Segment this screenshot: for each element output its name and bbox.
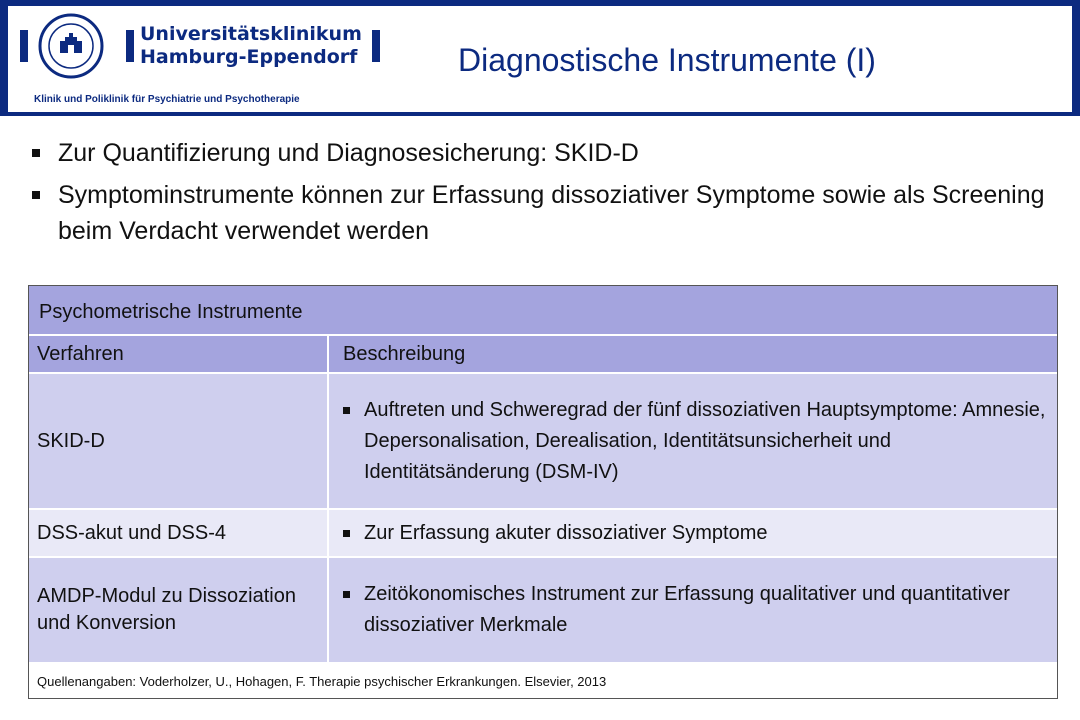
verfahren-cell: SKID-D	[29, 374, 329, 508]
clinic-name: Klinik und Poliklinik für Psychiatrie und Psychotherapie	[34, 94, 300, 105]
bullet-list	[28, 135, 1058, 255]
verfahren-cell: AMDP-Modul zu Dissoziation und Konversion	[29, 558, 329, 662]
logo-bar-mid	[126, 30, 134, 62]
table-title: Psychometrische Instrumente	[29, 286, 1057, 334]
square-bullet-icon	[343, 407, 350, 414]
beschreibung-text: Auftreten und Schweregrad der fünf dissoziativen Hauptsymptome: Amnesie, Depersonalisation, Derealisation, Identitätsunsicherheit und Identitätsänderung (DSM-IV)	[364, 398, 1046, 483]
beschreibung-cell	[329, 558, 1057, 662]
table-row	[29, 556, 1057, 662]
square-bullet-icon	[32, 149, 40, 157]
beschreibung-cell	[329, 510, 1057, 556]
beschreibung-text: Zeitökonomisches Instrument zur Erfassung qualitativer und quantitativer dissoziativer Merkmale	[364, 583, 1010, 636]
bullet-item	[28, 177, 1058, 249]
header-bar	[0, 0, 1080, 116]
column-header-verfahren: Verfahren	[29, 336, 329, 372]
table-header-row	[29, 334, 1057, 372]
logo-line-1: Universitätsklinikum	[140, 23, 362, 45]
square-bullet-icon	[343, 530, 350, 537]
bullet-item	[28, 135, 1058, 171]
verfahren-cell: DSS-akut und DSS-4	[29, 510, 329, 556]
logo-line-2: Hamburg-Eppendorf	[140, 46, 358, 68]
instruments-table	[28, 285, 1058, 699]
slide-title: Diagnostische Instrumente (I)	[458, 42, 876, 78]
logo-wordmark	[140, 23, 362, 69]
university-seal-icon	[38, 13, 104, 79]
logo-bar-left	[20, 30, 28, 62]
logo-bar-right	[372, 30, 380, 62]
source-note: Quellenangaben: Voderholzer, U., Hohagen, F. Therapie psychischer Erkrankungen. Elsevier, 2013	[29, 662, 1057, 698]
square-bullet-icon	[32, 191, 40, 199]
header-panel	[8, 6, 1072, 112]
bullet-text: Zur Quantifizierung und Diagnosesicherung: SKID-D	[58, 139, 639, 167]
column-header-beschreibung: Beschreibung	[343, 342, 466, 365]
beschreibung-text: Zur Erfassung akuter dissoziativer Symptome	[364, 521, 768, 544]
table-row	[29, 508, 1057, 556]
table-row	[29, 372, 1057, 508]
bullet-text: Symptominstrumente können zur Erfassung dissoziativer Symptome sowie als Screening beim Verdacht verwendet werden	[58, 181, 1045, 245]
beschreibung-cell	[329, 374, 1057, 508]
square-bullet-icon	[343, 591, 350, 598]
uke-logo	[20, 10, 380, 82]
